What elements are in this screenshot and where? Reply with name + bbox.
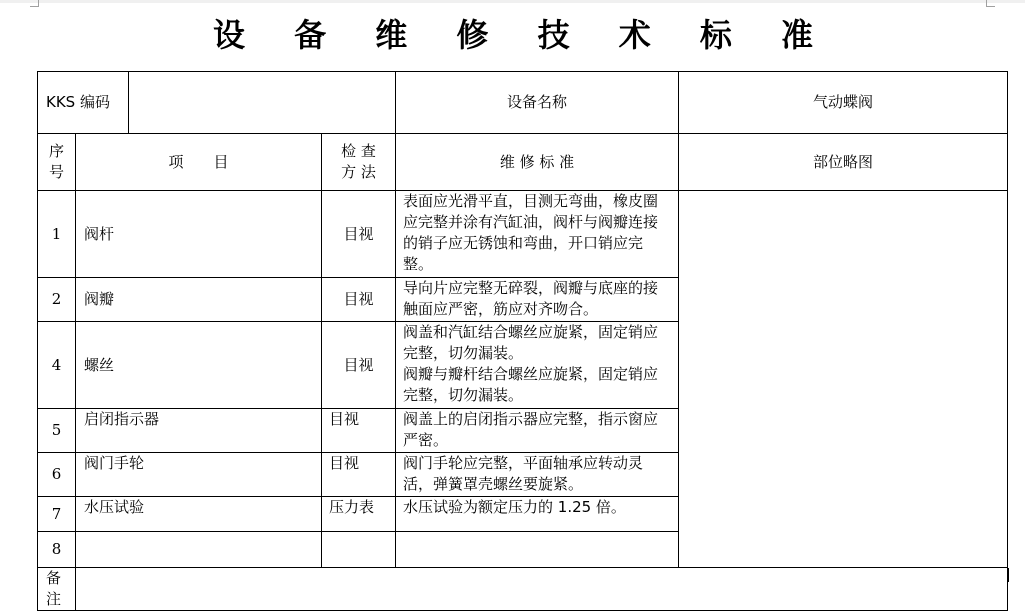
row-no: 2 bbox=[38, 278, 76, 322]
row-no: 4 bbox=[38, 322, 76, 409]
device-name-label bbox=[396, 72, 679, 134]
row-no: 8 bbox=[38, 532, 76, 568]
column-header-row bbox=[38, 134, 1008, 191]
col-item: 项 目 bbox=[76, 134, 322, 191]
row-method[interactable] bbox=[322, 532, 396, 568]
col-seq-line2: 号 bbox=[48, 163, 64, 181]
row-method[interactable]: 目视 bbox=[322, 409, 396, 453]
remarks-label-cell bbox=[38, 568, 76, 611]
row-standard[interactable]: 表面应光滑平直，目测无弯曲，橡皮圈应完整并涂有汽缸油，阀杆与阀瓣连接的销子应无锈蚀和弯曲，开口销应完整。 bbox=[396, 191, 679, 278]
row-standard-line: 阀盖和汽缸结合螺丝应旋紧，固定销应完整，切勿漏装。 bbox=[403, 323, 659, 362]
row-item[interactable]: 螺丝 bbox=[76, 322, 322, 409]
row-item[interactable]: 水压试验 bbox=[76, 497, 322, 532]
row-method[interactable]: 目视 bbox=[322, 322, 396, 409]
header-row bbox=[38, 72, 1008, 134]
col-method bbox=[322, 134, 396, 191]
document-title: 设 备 维 修 技 术 标 准 bbox=[213, 16, 832, 54]
col-method-line1: 检 查 bbox=[341, 142, 376, 160]
row-item[interactable]: 启闭指示器 bbox=[76, 409, 322, 453]
row-standard[interactable]: 阀门手轮应完整，平面轴承应转动灵活，弹簧罩壳螺丝要旋紧。 bbox=[396, 453, 679, 497]
table-row bbox=[38, 191, 1008, 278]
row-standard[interactable]: 导向片应完整无碎裂，阀瓣与底座的接触面应严密，筋应对齐吻合。 bbox=[396, 278, 679, 322]
col-diagram: 部位略图 bbox=[679, 134, 1008, 191]
row-method[interactable]: 目视 bbox=[322, 453, 396, 497]
kks-label: KKS 编码 bbox=[38, 72, 129, 134]
device-name-value[interactable]: 气动蝶阀 bbox=[679, 72, 1008, 134]
row-no: 6 bbox=[38, 453, 76, 497]
page-corner-mark-left bbox=[30, 0, 39, 7]
row-method[interactable]: 压力表 bbox=[322, 497, 396, 532]
row-item[interactable] bbox=[76, 532, 322, 568]
col-seq-line1: 序 bbox=[48, 142, 64, 160]
row-no: 5 bbox=[38, 409, 76, 453]
row-method[interactable]: 目视 bbox=[322, 191, 396, 278]
col-seq bbox=[38, 134, 76, 191]
row-standard-line: 阀瓣与瓣杆结合螺丝应旋紧，固定销应完整，切勿漏装。 bbox=[403, 365, 659, 404]
row-standard[interactable] bbox=[396, 322, 679, 409]
kks-value-cell[interactable] bbox=[129, 72, 396, 134]
remarks-value[interactable] bbox=[76, 568, 1008, 611]
row-no: 1 bbox=[38, 191, 76, 278]
row-item[interactable]: 阀门手轮 bbox=[76, 453, 322, 497]
device-name-label-text: 设备名称 bbox=[506, 93, 567, 111]
page-top-edge bbox=[0, 0, 1025, 3]
row-item[interactable]: 阀瓣 bbox=[76, 278, 322, 322]
row-method[interactable]: 目视 bbox=[322, 278, 396, 322]
row-no: 7 bbox=[38, 497, 76, 532]
remarks-row bbox=[38, 568, 1008, 611]
page-corner-mark-right bbox=[986, 0, 995, 7]
row-standard[interactable] bbox=[396, 532, 679, 568]
col-standard: 维 修 标 准 bbox=[396, 134, 679, 191]
maintenance-standard-table bbox=[37, 71, 1008, 611]
remarks-label: 备注 bbox=[46, 569, 62, 608]
row-item[interactable]: 阀杆 bbox=[76, 191, 322, 278]
row-standard[interactable]: 阀盖上的启闭指示器应完整，指示窗应严密。 bbox=[396, 409, 679, 453]
row-standard[interactable]: 水压试验为额定压力的 1.25 倍。 bbox=[396, 497, 679, 532]
col-method-line2: 方 法 bbox=[341, 163, 376, 181]
diagram-cell[interactable] bbox=[679, 191, 1008, 568]
text-cursor bbox=[1007, 568, 1009, 582]
